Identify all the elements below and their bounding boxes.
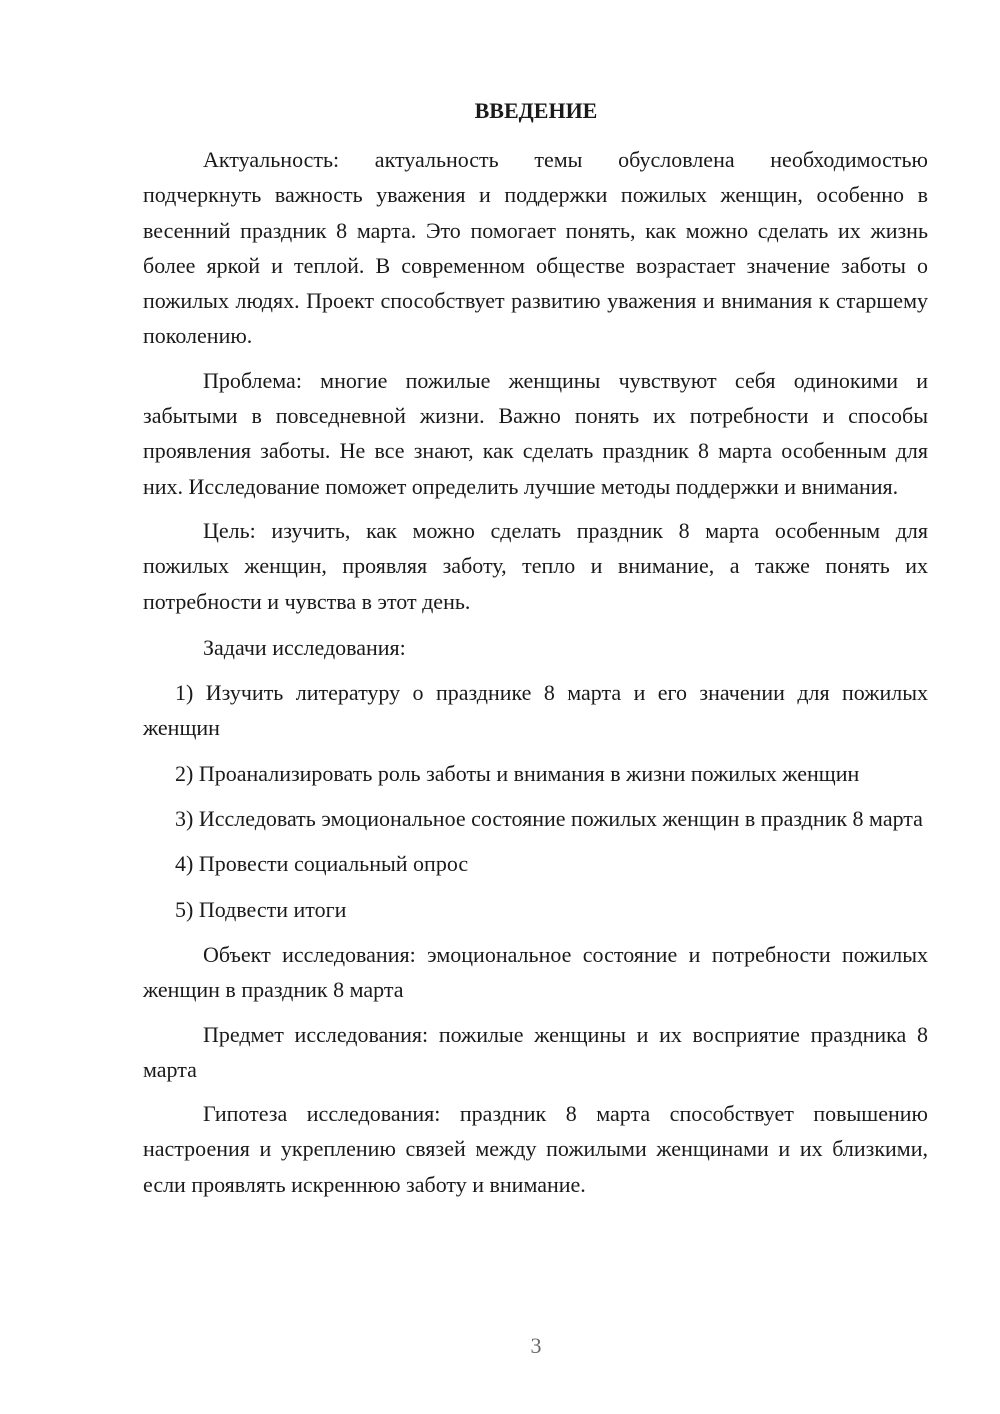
paragraph-goal: Цель: изучить, как можно сделать праздник 8 марта особенным для пожилых женщин, проявляя заботу, тепло и внимание, а также понять их потребности и чувства в этот день.	[143, 517, 928, 614]
list-item: 1) Изучить литературу о празднике 8 марта и его значении для пожилых женщин	[143, 680, 928, 741]
paragraph-relevance: Актуальность: актуальность темы обусловлена необходимостью подчеркнуть важность уважения и поддержки пожилых женщин, особенно в весенний праздник 8 марта. Это помогает понять, как можно сделать их жизнь более яркой и теплой. В современном обществе возрастает значение заботы о пожилых людях. Проект способствует развитию уважения и внимания к старшему поколению.	[143, 147, 928, 349]
list-item: 4) Провести социальный опрос	[175, 851, 469, 877]
list-item: 5) Подвести итоги	[175, 896, 347, 922]
document-body	[143, 142, 928, 1202]
paragraph-problem: Проблема: многие пожилые женщины чувствуют себя одинокими и забытыми в повседневной жизни. Важно понять их потребности и способы проявления заботы. Не все знают, как сделать праздник 8 марта особенным для них. Исследование поможет определить лучшие методы поддержки и внимания.	[143, 367, 928, 499]
list-item: 3) Исследовать эмоциональное состояние пожилых женщин в праздник 8 марта	[175, 806, 923, 832]
paragraph-object: Объект исследования: эмоциональное состояние и потребности пожилых женщин в праздник 8 марта	[143, 941, 928, 1003]
page-number: 3	[530, 1333, 542, 1358]
list-item: 2) Проанализировать роль заботы и внимания в жизни пожилых женщин	[175, 760, 860, 786]
page-title: ВВЕДЕНИЕ	[474, 98, 598, 123]
closing-section	[143, 937, 928, 1202]
paragraph-subject: Предмет исследования: пожилые женщины и их восприятие праздника 8 марта	[143, 1021, 928, 1082]
paragraph-hypothesis: Гипотеза исследования: праздник 8 марта способствует повышению настроения и укреплению связей между пожилыми женщинами и их близкими, если проявлять искреннюю заботу и внимание.	[143, 1101, 928, 1197]
tasks-list	[143, 675, 928, 927]
tasks-heading: Задачи исследования:	[203, 634, 406, 660]
